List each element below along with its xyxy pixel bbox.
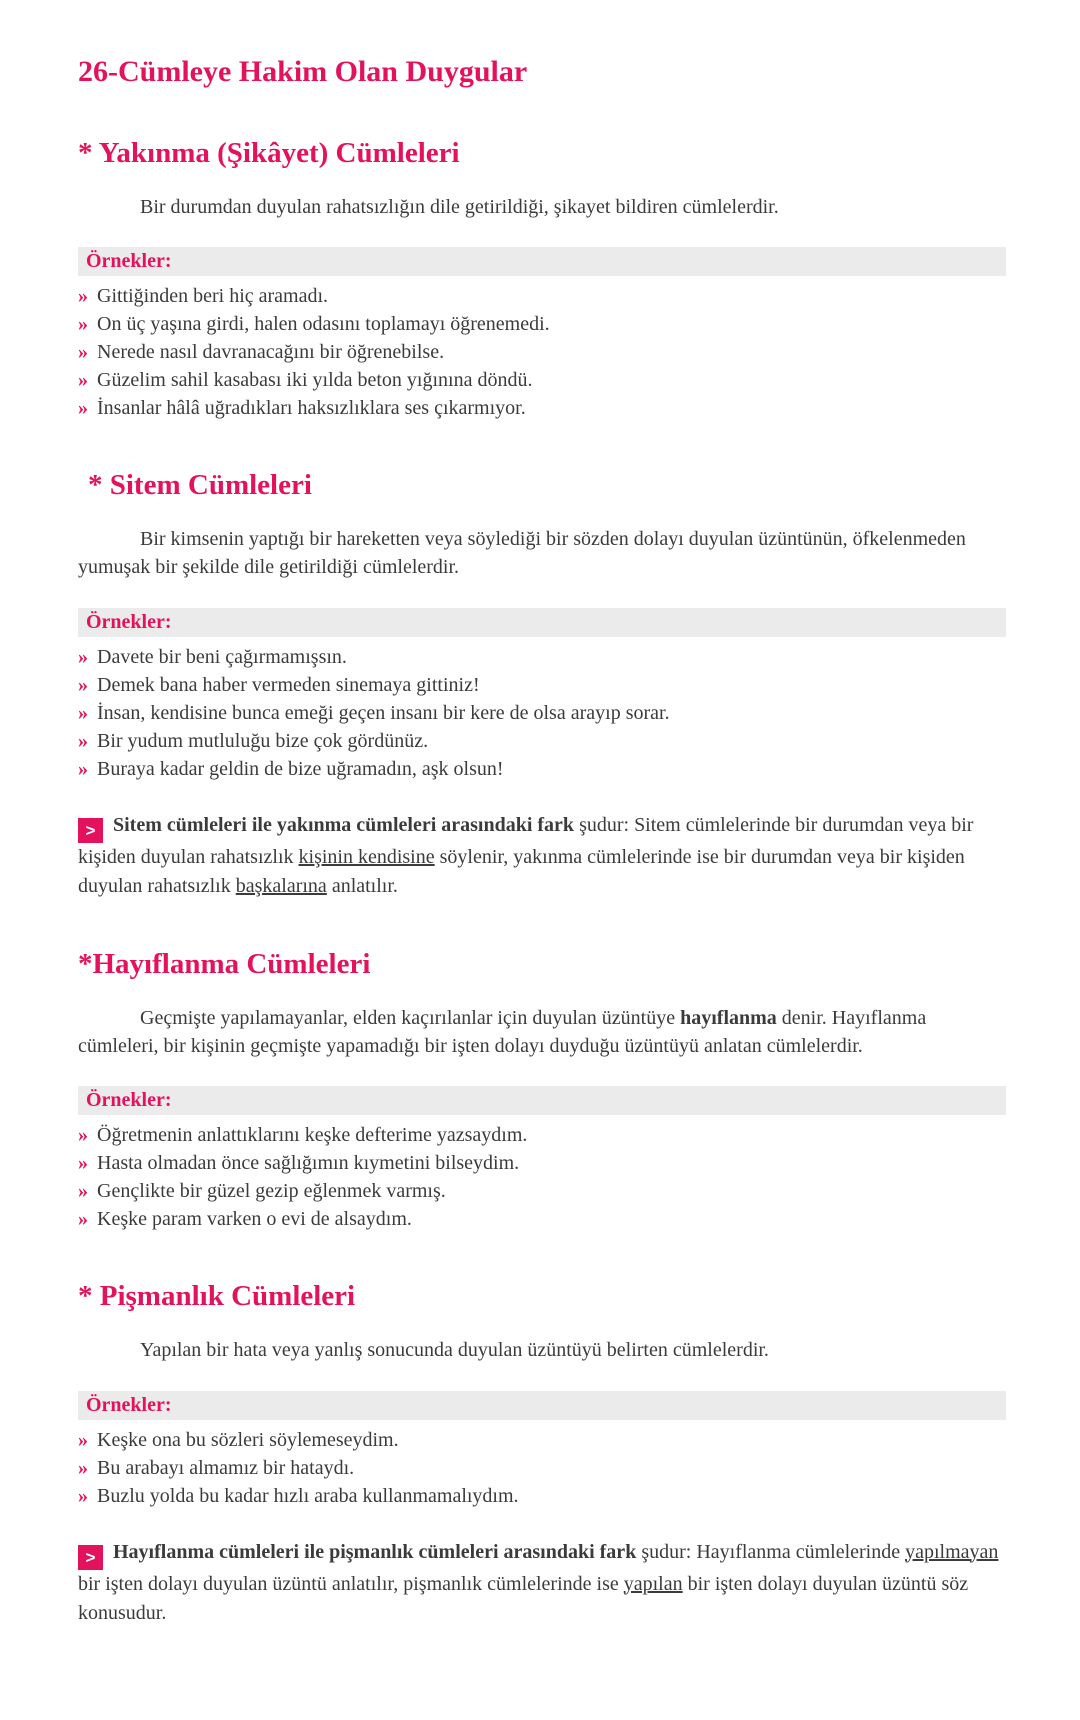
example-text: Buraya kadar geldin de bize uğramadın, aşk olsun! [97, 757, 504, 780]
list-item [78, 727, 1006, 755]
note-text-underline: yapılan [623, 1572, 683, 1595]
example-text: Bir yudum mutluluğu bize çok gördünüz. [97, 729, 429, 752]
bullet-icon: » [78, 729, 88, 752]
list-item [78, 1149, 1006, 1177]
note-text-bold: Sitem cümleleri ile yakınma cümleleri arasındaki fark [113, 813, 575, 836]
note-text-underline: yapılmayan [905, 1540, 999, 1563]
example-text: Keşke param varken o evi de alsaydım. [97, 1208, 412, 1231]
bullet-icon: » [78, 673, 88, 696]
note-text: şudur: Sitem cümlelerinde bir durumdan veya bir kişiden duyulan rahatsızlık [78, 813, 974, 868]
bullet-icon: » [78, 1124, 88, 1147]
section-yakinma [78, 136, 1006, 422]
list-item [78, 310, 1006, 338]
example-text: Öğretmenin anlattıklarını keşke defterime yazsaydım. [97, 1124, 528, 1147]
section-heading-hayiflanma: *Hayıflanma Cümleleri [78, 947, 371, 980]
intro-text: Geçmişte yapılamayanlar, elden kaçırılanlar için duyulan üzüntüye [140, 1006, 681, 1029]
example-text: Davete bir beni çağırmamışsın. [97, 645, 347, 668]
list-item [78, 282, 1006, 310]
example-text: Güzelim sahil kasabası iki yılda beton yığınına döndü. [97, 369, 533, 392]
note-chevron-icon: > [78, 818, 103, 843]
bullet-icon: » [78, 1484, 88, 1507]
example-list [78, 643, 1006, 783]
bullet-icon: » [78, 313, 88, 336]
section-heading-yakinma: * Yakınma (Şikâyet) Cümleleri [78, 137, 460, 169]
list-item [78, 1205, 1006, 1233]
note-text-underline: kişinin kendisine [298, 845, 435, 868]
example-text: Hasta olmadan önce sağlığımın kıymetini bilseydim. [97, 1152, 520, 1175]
section-heading-pismanlik: * Pişmanlık Cümleleri [78, 1280, 356, 1313]
section-intro: Bir kimsenin yaptığı bir hareketten veya söylediği bir sözden dolayı duyulan üzüntünün, öfkelenmeden yumuşak bir şekilde dile getirildiği cümlelerdir. [78, 527, 966, 579]
example-text: İnsanlar hâlâ uğradıkları haksızlıklara ses çıkarmıyor. [97, 397, 526, 420]
example-text: Gençlikte bir güzel gezip eğlenmek varmış. [97, 1180, 446, 1203]
example-text: On üç yaşına girdi, halen odasını toplamayı öğrenemedi. [97, 313, 550, 336]
intro-text: denir. Hayıflanma cümleleri, bir kişinin geçmişte yapamadığı bir işten dolayı duyduğu üzüntüyü anlatan cümlelerdir. [78, 1006, 927, 1057]
examples-bar [78, 1086, 1006, 1115]
examples-bar [78, 247, 1006, 276]
example-text: Keşke ona bu sözleri söylemeseydim. [97, 1428, 399, 1451]
bullet-icon: » [78, 1152, 88, 1175]
list-item [78, 338, 1006, 366]
example-text: Gittiğinden beri hiç aramadı. [97, 285, 329, 308]
note-hayiflanma-vs-pismanlik [78, 1538, 1006, 1628]
bullet-icon: » [78, 341, 88, 364]
bullet-icon: » [78, 757, 88, 780]
examples-label: Örnekler: [86, 250, 172, 273]
note-text: bir işten dolayı duyulan üzüntü söz konusudur. [78, 1572, 969, 1624]
section-sitem [78, 468, 1006, 901]
example-list [78, 1121, 1006, 1233]
section-heading-sitem: * Sitem Cümleleri [88, 469, 312, 502]
bullet-icon: » [78, 1208, 88, 1231]
example-text: Demek bana haber vermeden sinemaya gittiniz! [97, 673, 480, 696]
example-text: Nerede nasıl davranacağını bir öğrenebilse. [97, 341, 445, 364]
list-item [78, 643, 1006, 671]
list-item [78, 1177, 1006, 1205]
examples-bar [78, 1391, 1006, 1420]
bullet-icon: » [78, 1428, 88, 1451]
list-item [78, 1482, 1006, 1510]
examples-label: Örnekler: [86, 1393, 172, 1416]
section-hayiflanma [78, 947, 1006, 1234]
bullet-icon: » [78, 1456, 88, 1479]
note-text: söylenir, yakınma cümlelerinde ise bir durumdan veya bir kişiden duyulan rahatsızlık [78, 845, 965, 897]
examples-label: Örnekler: [86, 610, 172, 633]
section-intro [78, 1004, 1006, 1061]
example-list [78, 282, 1006, 422]
note-chevron-icon: > [78, 1545, 103, 1570]
note-text-bold: Hayıflanma cümleleri ile pişmanlık cümleleri arasındaki fark [113, 1540, 637, 1563]
note-text: şudur: Hayıflanma cümlelerinde [636, 1540, 906, 1563]
list-item [78, 755, 1006, 783]
examples-label: Örnekler: [86, 1089, 172, 1112]
bullet-icon: » [78, 645, 88, 668]
list-item [78, 1426, 1006, 1454]
example-text: Bu arabayı almamız bir hataydı. [97, 1456, 355, 1479]
section-pismanlik [78, 1279, 1006, 1627]
note-sitem-vs-yakinma [78, 811, 1006, 901]
list-item [78, 1454, 1006, 1482]
example-list [78, 1426, 1006, 1510]
intro-text-bold: hayıflanma [680, 1006, 777, 1029]
list-item [78, 1121, 1006, 1149]
page-title: 26-Cümleye Hakim Olan Duygular [78, 55, 528, 88]
note-text-underline: başkalarına [235, 874, 327, 897]
section-intro: Bir durumdan duyulan rahatsızlığın dile getirildiği, şikayet bildiren cümlelerdir. [140, 195, 779, 218]
note-text: anlatılır. [326, 874, 398, 897]
example-text: İnsan, kendisine bunca emeği geçen insanı bir kere de olsa arayıp sorar. [97, 701, 670, 724]
note-text: bir işten dolayı duyulan üzüntü anlatılır, pişmanlık cümlelerinde ise [78, 1572, 624, 1595]
bullet-icon: » [78, 1180, 88, 1203]
list-item [78, 699, 1006, 727]
bullet-icon: » [78, 369, 88, 392]
list-item [78, 366, 1006, 394]
examples-bar [78, 608, 1006, 637]
bullet-icon: » [78, 701, 88, 724]
bullet-icon: » [78, 285, 88, 308]
list-item [78, 394, 1006, 422]
example-text: Buzlu yolda bu kadar hızlı araba kullanmamalıydım. [97, 1484, 519, 1507]
section-intro: Yapılan bir hata veya yanlış sonucunda duyulan üzüntüyü belirten cümlelerdir. [140, 1339, 769, 1362]
list-item [78, 671, 1006, 699]
bullet-icon: » [78, 397, 88, 420]
